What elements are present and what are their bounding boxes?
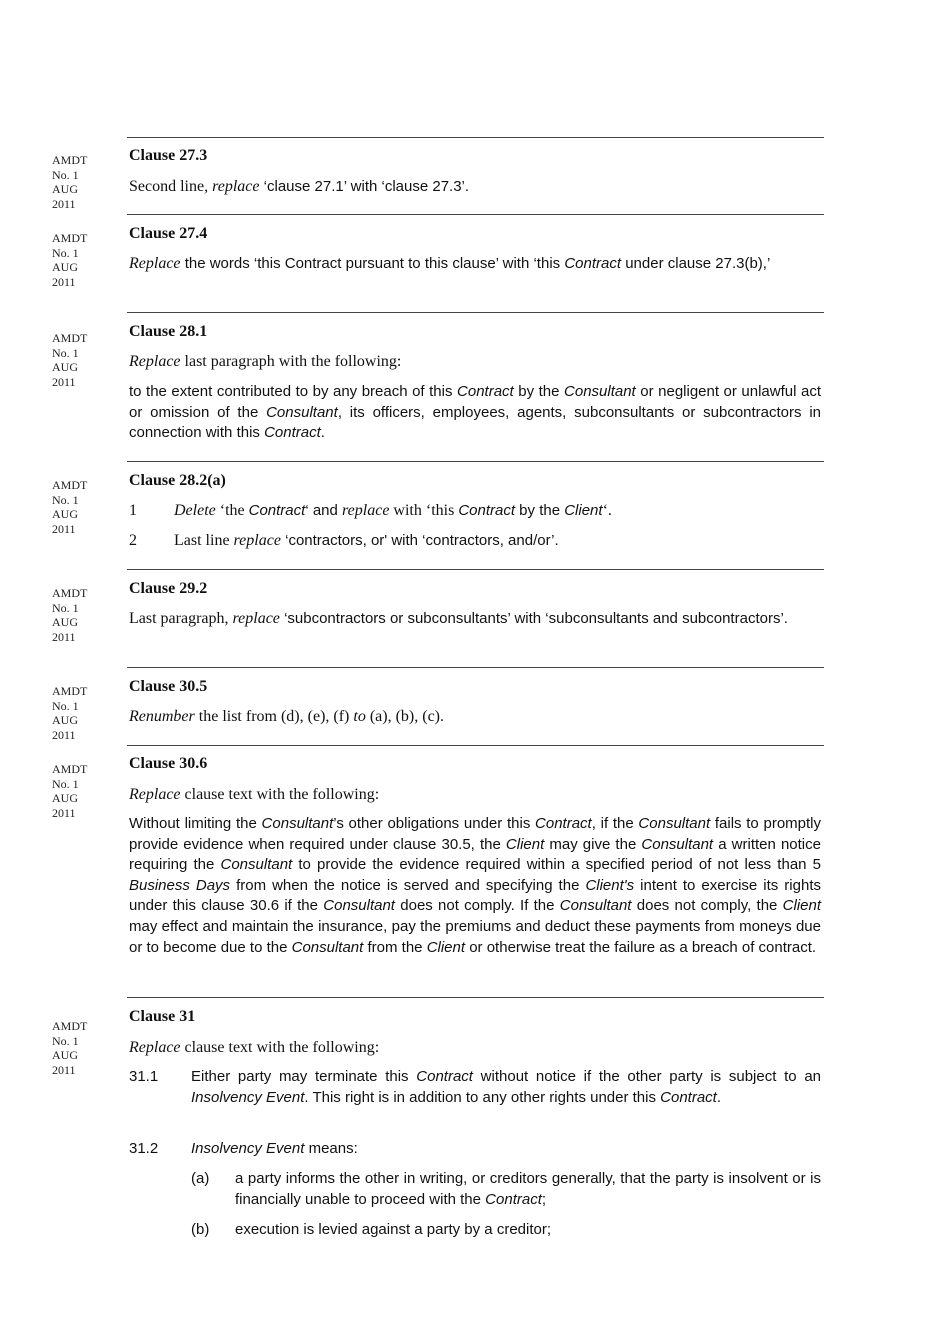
subclause-number: 31.2 bbox=[129, 1140, 159, 1157]
text-run: replace bbox=[232, 610, 280, 627]
text-run: may effect and maintain the insurance, pay the premiums and deduct these payments from moneys due or to become due to the bbox=[129, 917, 821, 956]
text-run: ‘clause 27.1’ with ‘clause 27.3’. bbox=[259, 178, 470, 195]
amendment-note bbox=[52, 478, 112, 536]
amendment-note-line: AUG bbox=[52, 791, 78, 805]
text-run: , if the bbox=[591, 815, 639, 832]
section-divider bbox=[127, 137, 824, 138]
section-divider bbox=[127, 312, 824, 313]
text-run: Consultant bbox=[323, 897, 395, 915]
clause-instruction bbox=[129, 608, 821, 629]
clause-instruction bbox=[129, 1037, 821, 1058]
text-run: by the bbox=[515, 502, 565, 519]
text-run: a party informs the other in writing, or creditors generally, that the party is insolvent or is financially unable to proceed with the bbox=[235, 1170, 821, 1208]
amendment-note-line: AMDT bbox=[52, 231, 88, 245]
clause-instruction bbox=[129, 351, 821, 372]
text-run: Client bbox=[505, 835, 545, 853]
amendment-note-line: AMDT bbox=[52, 331, 88, 345]
text-run: Replace bbox=[129, 1039, 181, 1056]
text-run: with ‘this bbox=[389, 502, 459, 519]
amendment-note-line: No. 1 bbox=[52, 776, 79, 791]
amendment-note-line: No. 1 bbox=[52, 167, 79, 182]
clause-instruction bbox=[129, 706, 821, 727]
amendment-note bbox=[52, 331, 112, 389]
text-run: Consultant bbox=[266, 403, 338, 421]
text-run: Last line bbox=[174, 532, 234, 549]
text-run: Consultant bbox=[559, 897, 632, 915]
list-number: 1 bbox=[129, 502, 137, 519]
section-divider bbox=[127, 745, 824, 746]
text-run: Insolvency Event bbox=[191, 1088, 305, 1106]
text-run: by the bbox=[513, 383, 565, 400]
text-run: Client bbox=[564, 502, 603, 519]
paragraph-text bbox=[235, 1169, 821, 1210]
text-run: ‘. bbox=[602, 502, 612, 519]
clause-heading: Clause 30.5 bbox=[129, 678, 208, 695]
section-divider bbox=[127, 214, 824, 215]
paragraph-letter: (a) bbox=[191, 1170, 210, 1187]
subclause-text bbox=[191, 1139, 821, 1160]
amendment-note-line: No. 1 bbox=[52, 345, 79, 360]
amendment-note-line: No. 1 bbox=[52, 245, 79, 260]
text-run: a written notice requiring the bbox=[129, 835, 821, 874]
text-run: . bbox=[716, 1088, 722, 1106]
list-number: 2 bbox=[129, 532, 137, 549]
text-run: does not comply. If the bbox=[394, 897, 560, 915]
text-run: . This right is in addition to any other rights under this bbox=[304, 1088, 661, 1106]
replacement-paragraph bbox=[129, 814, 821, 958]
text-run: Replace bbox=[129, 353, 181, 370]
text-run: Contract bbox=[457, 383, 514, 400]
text-run: clause text with the following: bbox=[180, 786, 380, 803]
text-run: clause text with the following: bbox=[180, 1039, 380, 1056]
text-run: Last paragraph, bbox=[129, 610, 233, 627]
text-run: does not comply, the bbox=[631, 897, 783, 915]
amendment-note-line: No. 1 bbox=[52, 600, 79, 615]
text-run: ’s other obligations under this bbox=[333, 815, 536, 832]
amendment-note-line: AUG bbox=[52, 260, 78, 274]
clause-heading: Clause 31 bbox=[129, 1008, 196, 1025]
text-run: Consultant bbox=[564, 383, 636, 400]
text-run: means: bbox=[304, 1140, 358, 1157]
list-item bbox=[174, 530, 559, 551]
text-run: ; bbox=[541, 1190, 547, 1208]
text-run: ‘subcontractors or subconsultants’ with ‘subconsultants and subcontractors’. bbox=[279, 610, 788, 627]
paragraph-text: execution is levied against a party by a creditor; bbox=[235, 1221, 552, 1238]
amendment-note-line: No. 1 bbox=[52, 698, 79, 713]
paragraph-letter: (b) bbox=[191, 1221, 210, 1238]
text-run: Consultant bbox=[220, 856, 293, 874]
text-run: Client bbox=[426, 938, 466, 956]
text-run: Contract bbox=[564, 255, 622, 272]
amendment-note-line: AMDT bbox=[52, 1019, 88, 1033]
text-run: , its officers, employees, agents, subconsultants or subcontractors in connection with this bbox=[129, 403, 821, 442]
amendment-note-line: AMDT bbox=[52, 478, 88, 492]
text-run: , replace bbox=[204, 178, 260, 195]
text-run: Contract bbox=[458, 502, 516, 519]
text-run: Consultant bbox=[641, 835, 714, 853]
text-run: Consultant bbox=[638, 815, 711, 832]
text-run: may give the bbox=[544, 835, 642, 853]
text-run: Replace bbox=[129, 255, 181, 272]
text-run: last paragraph with the following: bbox=[180, 353, 402, 370]
text-run: Consultant bbox=[261, 815, 334, 832]
amendment-note-line: AUG bbox=[52, 713, 78, 727]
text-run: to the extent contributed to by any breach of this bbox=[129, 383, 458, 400]
text-run: ‘the bbox=[215, 502, 249, 519]
amendment-note-line: 2011 bbox=[52, 196, 76, 211]
text-run: Contract bbox=[535, 815, 592, 832]
text-run: replace bbox=[342, 502, 390, 519]
text-run: Contract bbox=[264, 424, 321, 442]
amendment-note-line: 2011 bbox=[52, 805, 76, 820]
amendment-note-line: AUG bbox=[52, 360, 78, 374]
amendment-note bbox=[52, 586, 112, 644]
list-item bbox=[174, 500, 612, 521]
text-run: intent to exercise its rights under this clause 30.6 if the bbox=[129, 876, 821, 915]
text-run: Client bbox=[782, 897, 822, 915]
amendment-note-line: AUG bbox=[52, 507, 78, 521]
text-run: Second line bbox=[129, 178, 205, 195]
text-run: replace bbox=[233, 532, 281, 549]
amendment-note bbox=[52, 231, 112, 289]
text-run: (a), (b), (c). bbox=[365, 708, 444, 725]
subclause-text bbox=[191, 1067, 821, 1108]
amendment-note-line: No. 1 bbox=[52, 1033, 79, 1048]
text-run: fails to promptly provide evidence when required under clause 30.5, the bbox=[129, 815, 821, 853]
text-run: Delete bbox=[174, 502, 216, 519]
amendment-note-line: AMDT bbox=[52, 684, 88, 698]
clause-heading: Clause 28.2(a) bbox=[129, 472, 226, 489]
text-run: . bbox=[320, 424, 325, 442]
text-run: Insolvency Event bbox=[191, 1140, 305, 1157]
amendment-note bbox=[52, 684, 112, 742]
text-run: Contract bbox=[248, 502, 306, 519]
text-run: Contract bbox=[416, 1068, 473, 1085]
text-run: under clause 27.3(b),’ bbox=[621, 255, 771, 272]
amendment-note-line: 2011 bbox=[52, 1062, 76, 1077]
amendment-note-line: AMDT bbox=[52, 762, 88, 776]
section-divider bbox=[127, 461, 824, 462]
text-run: to provide the evidence required within a specified period of not less than 5 bbox=[292, 856, 821, 874]
text-run: the words ‘this Contract pursuant to this clause’ with ‘this bbox=[180, 255, 565, 272]
text-run: Contract bbox=[660, 1088, 717, 1106]
text-run: ‘ and bbox=[305, 502, 343, 519]
text-run: Renumber bbox=[129, 708, 195, 725]
replacement-paragraph bbox=[129, 382, 821, 444]
text-run: Client's bbox=[585, 876, 635, 894]
clause-heading: Clause 30.6 bbox=[129, 755, 208, 772]
amendment-note bbox=[52, 153, 112, 211]
text-run: or negligent or unlawful act or omission of the bbox=[129, 383, 821, 421]
text-run: Either party may terminate this bbox=[191, 1068, 417, 1085]
section-divider bbox=[127, 667, 824, 668]
amendment-note-line: AUG bbox=[52, 182, 78, 196]
clause-instruction bbox=[129, 253, 821, 274]
section-divider bbox=[127, 997, 824, 998]
text-run: Business Days bbox=[129, 876, 231, 894]
text-run: to bbox=[353, 708, 366, 725]
clause-heading: Clause 29.2 bbox=[129, 580, 208, 597]
text-run: without notice if the other party is subject to an bbox=[472, 1068, 822, 1085]
subclause-number: 31.1 bbox=[129, 1068, 159, 1085]
amendment-note-line: 2011 bbox=[52, 727, 76, 742]
amendment-note-line: AUG bbox=[52, 1048, 78, 1062]
clause-heading: Clause 28.1 bbox=[129, 323, 208, 340]
amendment-note-line: No. 1 bbox=[52, 492, 79, 507]
amendment-note-line: 2011 bbox=[52, 629, 76, 644]
text-run: or otherwise treat the failure as a breach of contract. bbox=[465, 938, 817, 956]
text-run: Consultant bbox=[291, 938, 364, 956]
clause-heading: Clause 27.4 bbox=[129, 225, 208, 242]
clause-instruction bbox=[129, 784, 821, 805]
text-run: Contract bbox=[485, 1190, 542, 1208]
text-run: ‘contractors, or' with ‘contractors, and/or’. bbox=[280, 532, 559, 549]
amendment-note bbox=[52, 762, 112, 820]
amendment-note-line: 2011 bbox=[52, 274, 76, 289]
amendment-note-line: 2011 bbox=[52, 521, 76, 536]
text-run: the list from (d), (e), (f) bbox=[194, 708, 354, 725]
text-run: Without limiting the bbox=[129, 815, 262, 832]
amendment-note-line: AUG bbox=[52, 615, 78, 629]
text-run: from the bbox=[363, 938, 427, 956]
amendment-note bbox=[52, 1019, 112, 1077]
clause-instruction bbox=[129, 176, 821, 197]
text-run: Replace bbox=[129, 786, 181, 803]
amendment-note-line: AMDT bbox=[52, 586, 88, 600]
clause-heading: Clause 27.3 bbox=[129, 147, 208, 164]
amendment-note-line: 2011 bbox=[52, 374, 76, 389]
section-divider bbox=[127, 569, 824, 570]
amendment-note-line: AMDT bbox=[52, 153, 88, 167]
text-run: from when the notice is served and specifying the bbox=[230, 876, 586, 894]
